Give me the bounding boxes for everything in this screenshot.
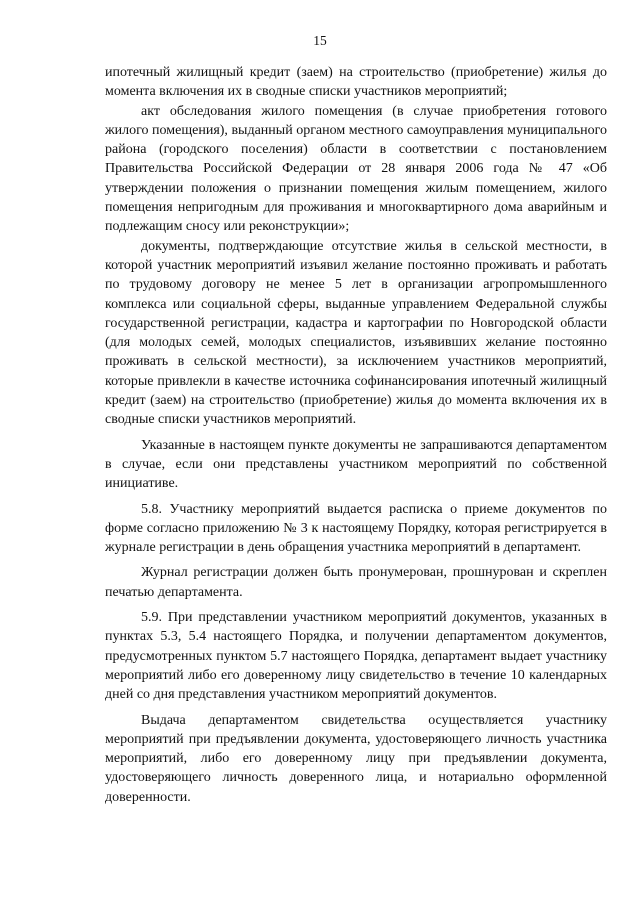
paragraph-5-8-receipt: 5.8. Участнику мероприятий выдается расписка о приеме документов по форме согласно приложению № 3 к настоящему Порядку, которая регистрируется в журнале регистрации в день обращения участника мероприятий в департамент. bbox=[105, 501, 607, 556]
paragraph-5-9-certificate-issue: 5.9. При представлении участником мероприятий документов, указанных в пунктах 5.3, 5.4 настоящего Порядка, и получении департаментом документов, предусмотренных пунктом 5.7 настоящего Порядка, департамент выдает участнику мероприятий либо его доверенному лицу свидетельство в течение 10 календарных дней со дня представления участником мероприятий документов. bbox=[105, 610, 607, 703]
paragraph-housing-inspection-act: акт обследования жилого помещения (в случае приобретения готового жилого помещения), выданный органом местного самоуправления муниципального района (городского поселения) области в соответствии с постановлением Правительства Российской Федерации от 28 января 2006 года № 47 «Об утверждении положения о признании помещения жилым помещением, жилого помещения непригодным для проживания и многоквартирного дома аварийным и подлежащим сносу или реконструкции»; bbox=[105, 103, 607, 235]
paragraph-documents-not-requested: Указанные в настоящем пункте документы не запрашиваются департаментом в случае, если они представлены участником мероприятий по собственной инициативе. bbox=[105, 437, 607, 492]
paragraph-mortgage-credit-continuation: ипотечный жилищный кредит (заем) на строительство (приобретение) жилья до момента включения их в сводные списки участников мероприятий; bbox=[105, 65, 607, 100]
page-number: 15 bbox=[313, 33, 327, 48]
paragraph-no-housing-documents: документы, подтверждающие отсутствие жилья в сельской местности, в которой участник мероприятий изъявил желание постоянно проживать и работать по трудовому договору не менее 5 лет в организации агропромышленного комплекса или социальной сферы, выданные управлением Федеральной службы государственной регистрации, кадастра и картографии по Новгородской области (для молодых семей, молодых специалистов, изъявивших желание постоянно проживать в сельской местности), за исключением участников мероприятий, которые привлекли в качестве источника софинансирования ипотечный жилищный кредит (заем) на строительство (приобретение) жилья до момента включения их в сводные списки участников мероприятий. bbox=[105, 238, 607, 428]
paragraph-registration-journal: Журнал регистрации должен быть пронумерован, прошнурован и скреплен печатью департамента. bbox=[105, 565, 607, 600]
paragraph-certificate-delivery: Выдача департаментом свидетельства осуществляется участнику мероприятий при предъявлении документа, удостоверяющего личность участника мероприятий, либо его доверенному лицу при предъявлении документа, удостоверяющего личность доверенного лица, и нотариально оформленной доверенности. bbox=[105, 712, 607, 805]
document-body bbox=[105, 63, 607, 807]
